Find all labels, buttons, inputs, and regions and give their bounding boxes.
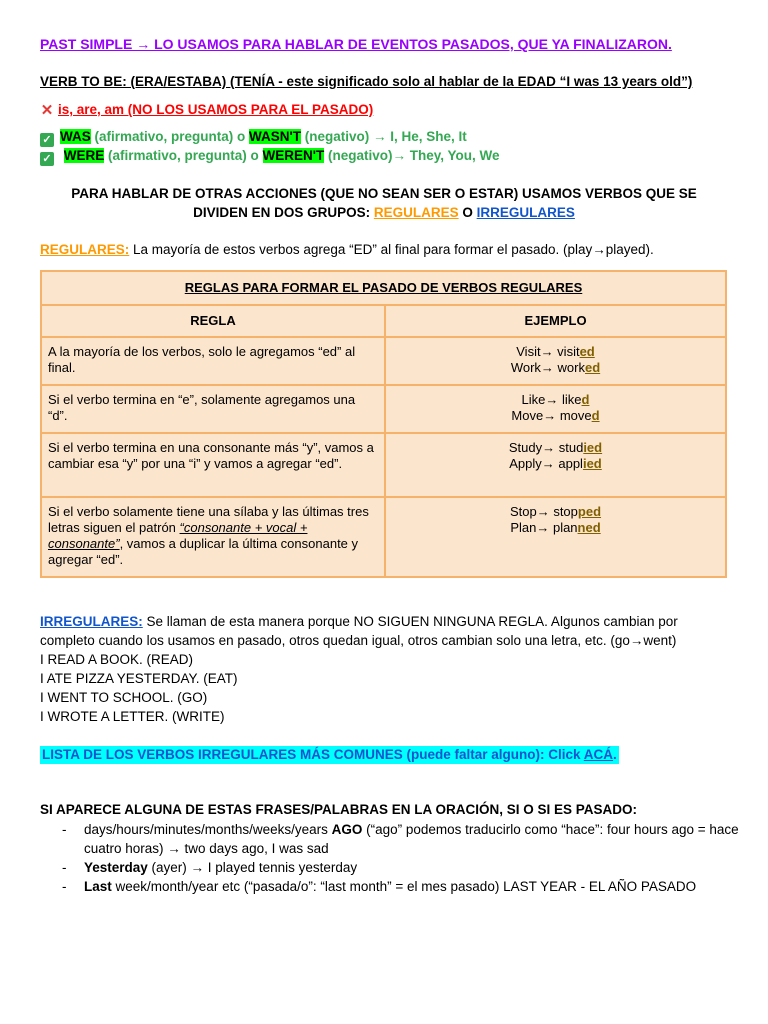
example-suffix: ied [582, 456, 602, 471]
checkmark-icon: ✓ [40, 152, 54, 166]
was-word: WAS [60, 129, 91, 144]
page-title: PAST SIMPLE → LO USAMOS PARA HABLAR DE EVENTOS PASADOS, QUE YA FINALIZARON. [40, 36, 672, 52]
example-suffix: ned [577, 520, 601, 535]
was-mid: (afirmativo, pregunta) o [90, 129, 250, 144]
were-line [40, 147, 500, 166]
irregulares-line1 [40, 613, 678, 631]
were-word: WERE [63, 148, 105, 163]
were-mid: (afirmativo, pregunta) o [104, 148, 263, 163]
marker-keyword: Yesterday [84, 860, 148, 875]
example-base: Study→ stud [508, 440, 584, 455]
werent-word: WEREN'T [262, 148, 325, 163]
rule-pattern: “consonante + vocal + consonante” [48, 520, 308, 551]
example-base: Move→ move [511, 408, 592, 423]
table-row [41, 385, 726, 433]
past-markers-list [40, 820, 740, 896]
regulares-link[interactable]: REGULARES [373, 205, 459, 220]
rule-text-end: , vamos a duplicar la última consonante y agregar “ed”. [48, 536, 359, 567]
example-suffix: d [581, 392, 590, 407]
table-row [41, 433, 726, 497]
marker-post: (“ago” podemos traducirlo como “hace”: four hours ago = hace cuatro horas) → two days ago, I was sad [84, 822, 739, 856]
example-base: Apply→ appl [509, 456, 583, 471]
irregulares-text1: Se llaman de esta manera porque NO SIGUEN NINGUNA REGLA. Algunos cambian por [142, 614, 678, 629]
rule-cell: Si el verbo termina en una consonante más “y”, vamos a cambiar esa “y” por una “i” y vamos a agregar “ed”. [41, 433, 385, 497]
wasnt-word: WASN'T [249, 129, 301, 144]
example-suffix: ed [579, 344, 595, 359]
example-suffix: ied [583, 440, 603, 455]
marker-post: week/month/year etc (“pasada/o”: “last month” = el mes pasado) LAST YEAR - EL AÑO PASADO [111, 879, 697, 894]
irregulares-link[interactable]: IRREGULARES [476, 205, 575, 220]
example-cell [385, 497, 726, 577]
cross-icon: ✕ [40, 102, 54, 119]
example-suffix: ed [584, 360, 601, 375]
other-actions-line1: PARA HABLAR DE OTRAS ACCIONES (QUE NO SEAN SER O ESTAR) USAMOS VERBOS QUE SE [71, 186, 697, 201]
example-base: Stop→ stop [509, 504, 578, 519]
not-used-text: is, are, am (NO LOS USAMOS PARA EL PASADO) [58, 102, 374, 117]
irregular-example: I WROTE A LETTER. (WRITE) [40, 709, 225, 724]
example-suffix: d [591, 408, 600, 423]
list-item [40, 858, 740, 877]
were-end: (negativo)→ They, You, We [324, 148, 500, 163]
example-cell [385, 385, 726, 433]
col-header-example: EJEMPLO [385, 305, 726, 337]
was-end: (negativo) → I, He, She, It [301, 129, 467, 144]
example-base: Plan→ plan [510, 520, 578, 535]
col-header-rule: REGLA [41, 305, 385, 337]
marker-keyword: AGO [331, 822, 363, 837]
irregular-list-link[interactable]: ACÁ [583, 747, 614, 762]
example-base: Visit→ visit [516, 344, 580, 359]
irregulares-line2: completo cuando los usamos en pasado, otros quedan igual, otros cambian solo una letra, etc. (go→went) [40, 633, 677, 648]
example-cell [385, 337, 726, 385]
irregular-example: I ATE PIZZA YESTERDAY. (EAT) [40, 671, 238, 686]
other-actions-line2-text: DIVIDEN EN DOS GRUPOS: [193, 205, 374, 220]
regulares-label: REGULARES: [40, 242, 130, 257]
or-text: O [458, 205, 477, 220]
verb-to-be-heading: VERB TO BE: (ERA/ESTABA) (TENÍA - este significado solo al hablar de la EDAD “I was 13 years old”) [40, 74, 693, 89]
regulares-intro [40, 241, 654, 259]
rule-text: Si el verbo solamente tiene una sílaba y las últimas tres letras siguen el patrón [48, 504, 369, 535]
example-cell [385, 433, 726, 497]
rule-cell [41, 497, 385, 577]
regular-verbs-table [40, 270, 727, 578]
other-actions-line2 [0, 204, 768, 222]
table-row [41, 497, 726, 577]
example-base: Like→ like [521, 392, 582, 407]
not-used-line [40, 101, 373, 119]
regulares-intro-text: La mayoría de estos verbos agrega “ED” al final para formar el pasado. (play→played). [129, 242, 654, 257]
table-row [41, 337, 726, 385]
past-markers-heading: SI APARECE ALGUNA DE ESTAS FRASES/PALABRAS EN LA ORACIÓN, SI O SI ES PASADO: [40, 802, 638, 817]
list-item [40, 877, 740, 896]
example-base: Work→ work [510, 360, 585, 375]
table-caption: REGLAS PARA FORMAR EL PASADO DE VERBOS REGULARES [41, 271, 726, 305]
irregular-example: I READ A BOOK. (READ) [40, 652, 194, 667]
marker-pre: days/hours/minutes/months/weeks/years [84, 822, 332, 837]
was-line [40, 128, 467, 147]
rule-cell: A la mayoría de los verbos, solo le agregamos “ed” al final. [41, 337, 385, 385]
list-item [40, 820, 740, 858]
example-suffix: ped [577, 504, 602, 519]
marker-keyword: Last [84, 879, 112, 894]
irregulares-label: IRREGULARES: [40, 614, 143, 629]
marker-post: (ayer) → I played tennis yesterday [147, 860, 358, 875]
rule-cell: Si el verbo termina en “e”, solamente agregamos una “d”. [41, 385, 385, 433]
irregular-list-banner [40, 746, 619, 764]
irregular-list-end: . [613, 747, 617, 762]
checkmark-icon: ✓ [40, 133, 54, 147]
irregular-example: I WENT TO SCHOOL. (GO) [40, 690, 208, 705]
irregular-list-text: LISTA DE LOS VERBOS IRREGULARES MÁS COMUNES (puede faltar alguno): Click [42, 747, 584, 762]
